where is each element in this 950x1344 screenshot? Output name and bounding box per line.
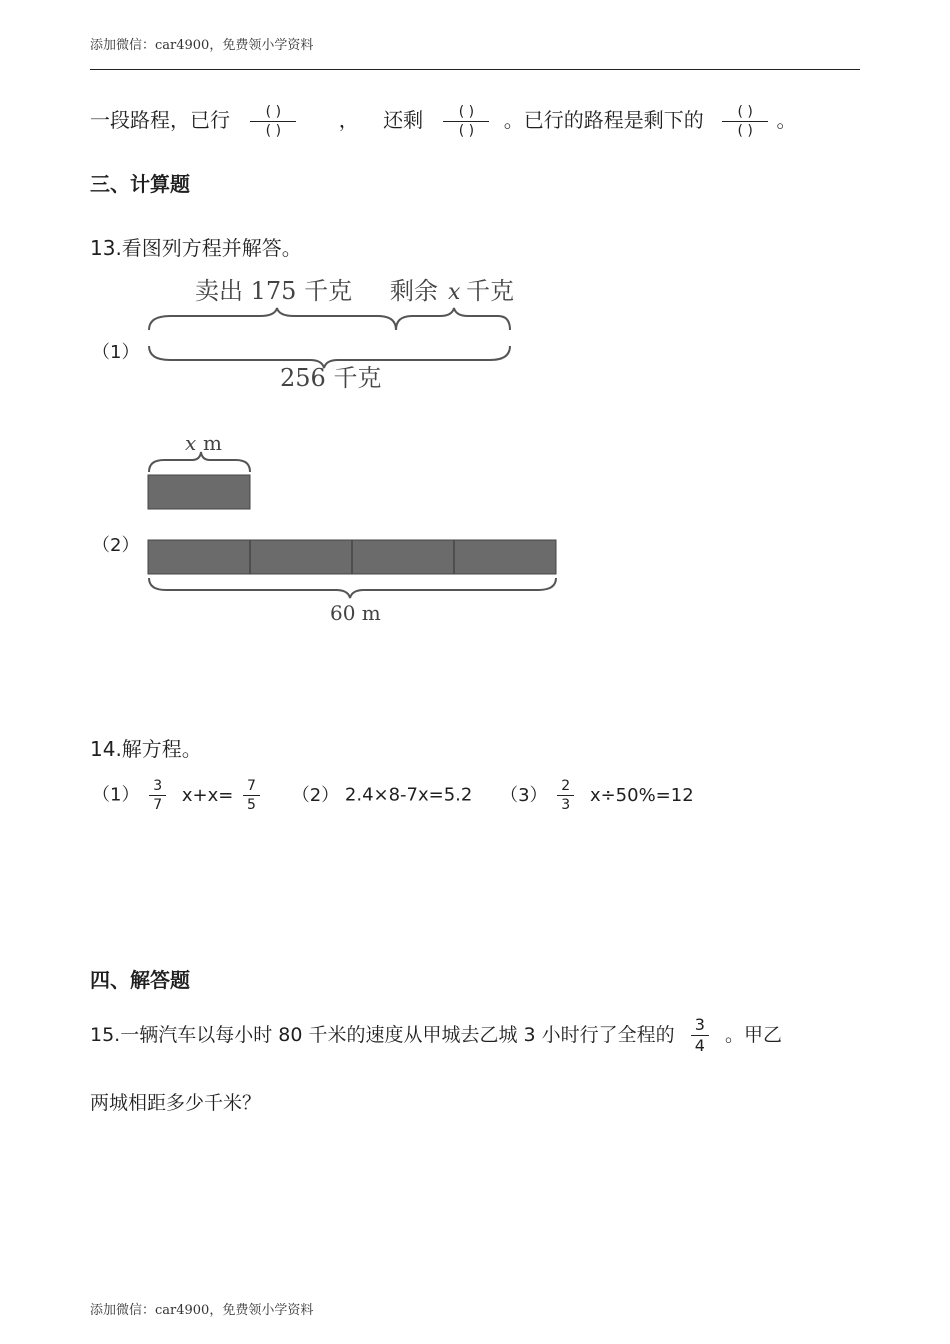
part-brace bbox=[149, 452, 250, 472]
total-length-label: 60 m bbox=[330, 601, 381, 625]
blank-denominator: ( ) bbox=[737, 123, 753, 139]
eq1-fraction-1 bbox=[149, 778, 166, 813]
remain-prefix: 剩余 bbox=[390, 277, 438, 305]
remain-suffix: 千克 bbox=[466, 277, 514, 305]
page-footer: 添加微信：car4900，免费领小学资料 bbox=[90, 1303, 314, 1318]
numerator: 2 bbox=[561, 778, 571, 794]
remain-brace bbox=[396, 308, 510, 330]
question-12 bbox=[90, 104, 797, 139]
q12-text-1: 一段路程，已行 bbox=[90, 108, 230, 132]
q15-text-1: 15.一辆汽车以每小时 80 千米的速度从甲城去乙城 3 小时行了全程的 bbox=[90, 1024, 675, 1046]
figure-1-diagram bbox=[140, 270, 540, 400]
page-header: 添加微信：car4900，免费领小学资料 bbox=[90, 38, 314, 53]
part-unit: m bbox=[203, 431, 222, 455]
blank-numerator: ( ) bbox=[458, 104, 475, 120]
q12-comma: ， bbox=[338, 108, 359, 132]
blank-denominator: ( ) bbox=[265, 123, 282, 139]
part-variable: x bbox=[185, 431, 197, 455]
section-4-title: 四、解答题 bbox=[90, 968, 190, 992]
section-3-title: 三、计算题 bbox=[90, 172, 190, 196]
figure-2-label: （2） bbox=[92, 535, 140, 556]
eq1-label: （1） bbox=[92, 784, 140, 806]
q12-text-4: 。 bbox=[776, 108, 797, 132]
eq2-label: （2） bbox=[291, 784, 340, 806]
question-14-prompt: 14.解方程。 bbox=[90, 737, 202, 761]
sold-label: 卖出 175 千克 bbox=[195, 277, 353, 305]
single-part-bar bbox=[148, 475, 250, 509]
sold-brace bbox=[149, 308, 396, 330]
blank-denominator: ( ) bbox=[458, 123, 475, 139]
numerator: 3 bbox=[694, 1015, 705, 1034]
header-rule bbox=[90, 69, 860, 70]
denominator: 3 bbox=[561, 797, 571, 813]
denominator: 7 bbox=[153, 797, 163, 813]
denominator: 5 bbox=[247, 797, 256, 813]
q15-text-2: 。甲乙 bbox=[724, 1024, 782, 1046]
q12-text-2: 还剩 bbox=[383, 108, 424, 132]
eq1-fraction-2 bbox=[243, 778, 260, 813]
numerator: 3 bbox=[153, 778, 163, 794]
denominator: 4 bbox=[694, 1036, 705, 1055]
question-13-prompt: 13.看图列方程并解答。 bbox=[90, 236, 302, 260]
q12-fraction-blank-2 bbox=[443, 104, 489, 139]
blank-numerator: ( ) bbox=[737, 104, 753, 120]
q12-text-3: 。已行的路程是剩下的 bbox=[503, 108, 704, 132]
eq3-label: （3） bbox=[500, 784, 548, 806]
q12-fraction-blank-3 bbox=[722, 104, 768, 139]
q15-fraction bbox=[691, 1016, 709, 1055]
question-15-line-1 bbox=[90, 1016, 782, 1055]
numerator: 7 bbox=[247, 778, 256, 794]
q12-fraction-blank-1 bbox=[250, 104, 296, 139]
remain-variable: x bbox=[448, 280, 461, 305]
eq3-text: x÷50%=12 bbox=[589, 784, 694, 806]
blank-numerator: ( ) bbox=[265, 104, 282, 120]
eq3-fraction bbox=[557, 778, 574, 813]
figure-2-diagram bbox=[140, 428, 570, 633]
total-brace bbox=[149, 578, 556, 598]
question-14-equations bbox=[92, 778, 694, 813]
figure-1-label: （1） bbox=[92, 342, 140, 363]
total-label: 256 千克 bbox=[280, 364, 382, 392]
eq2-text: 2.4×8-7x=5.2 bbox=[344, 784, 473, 806]
eq1-middle: x+x= bbox=[181, 784, 234, 806]
question-15-line-2: 两城相距多少千米？ bbox=[90, 1092, 262, 1114]
